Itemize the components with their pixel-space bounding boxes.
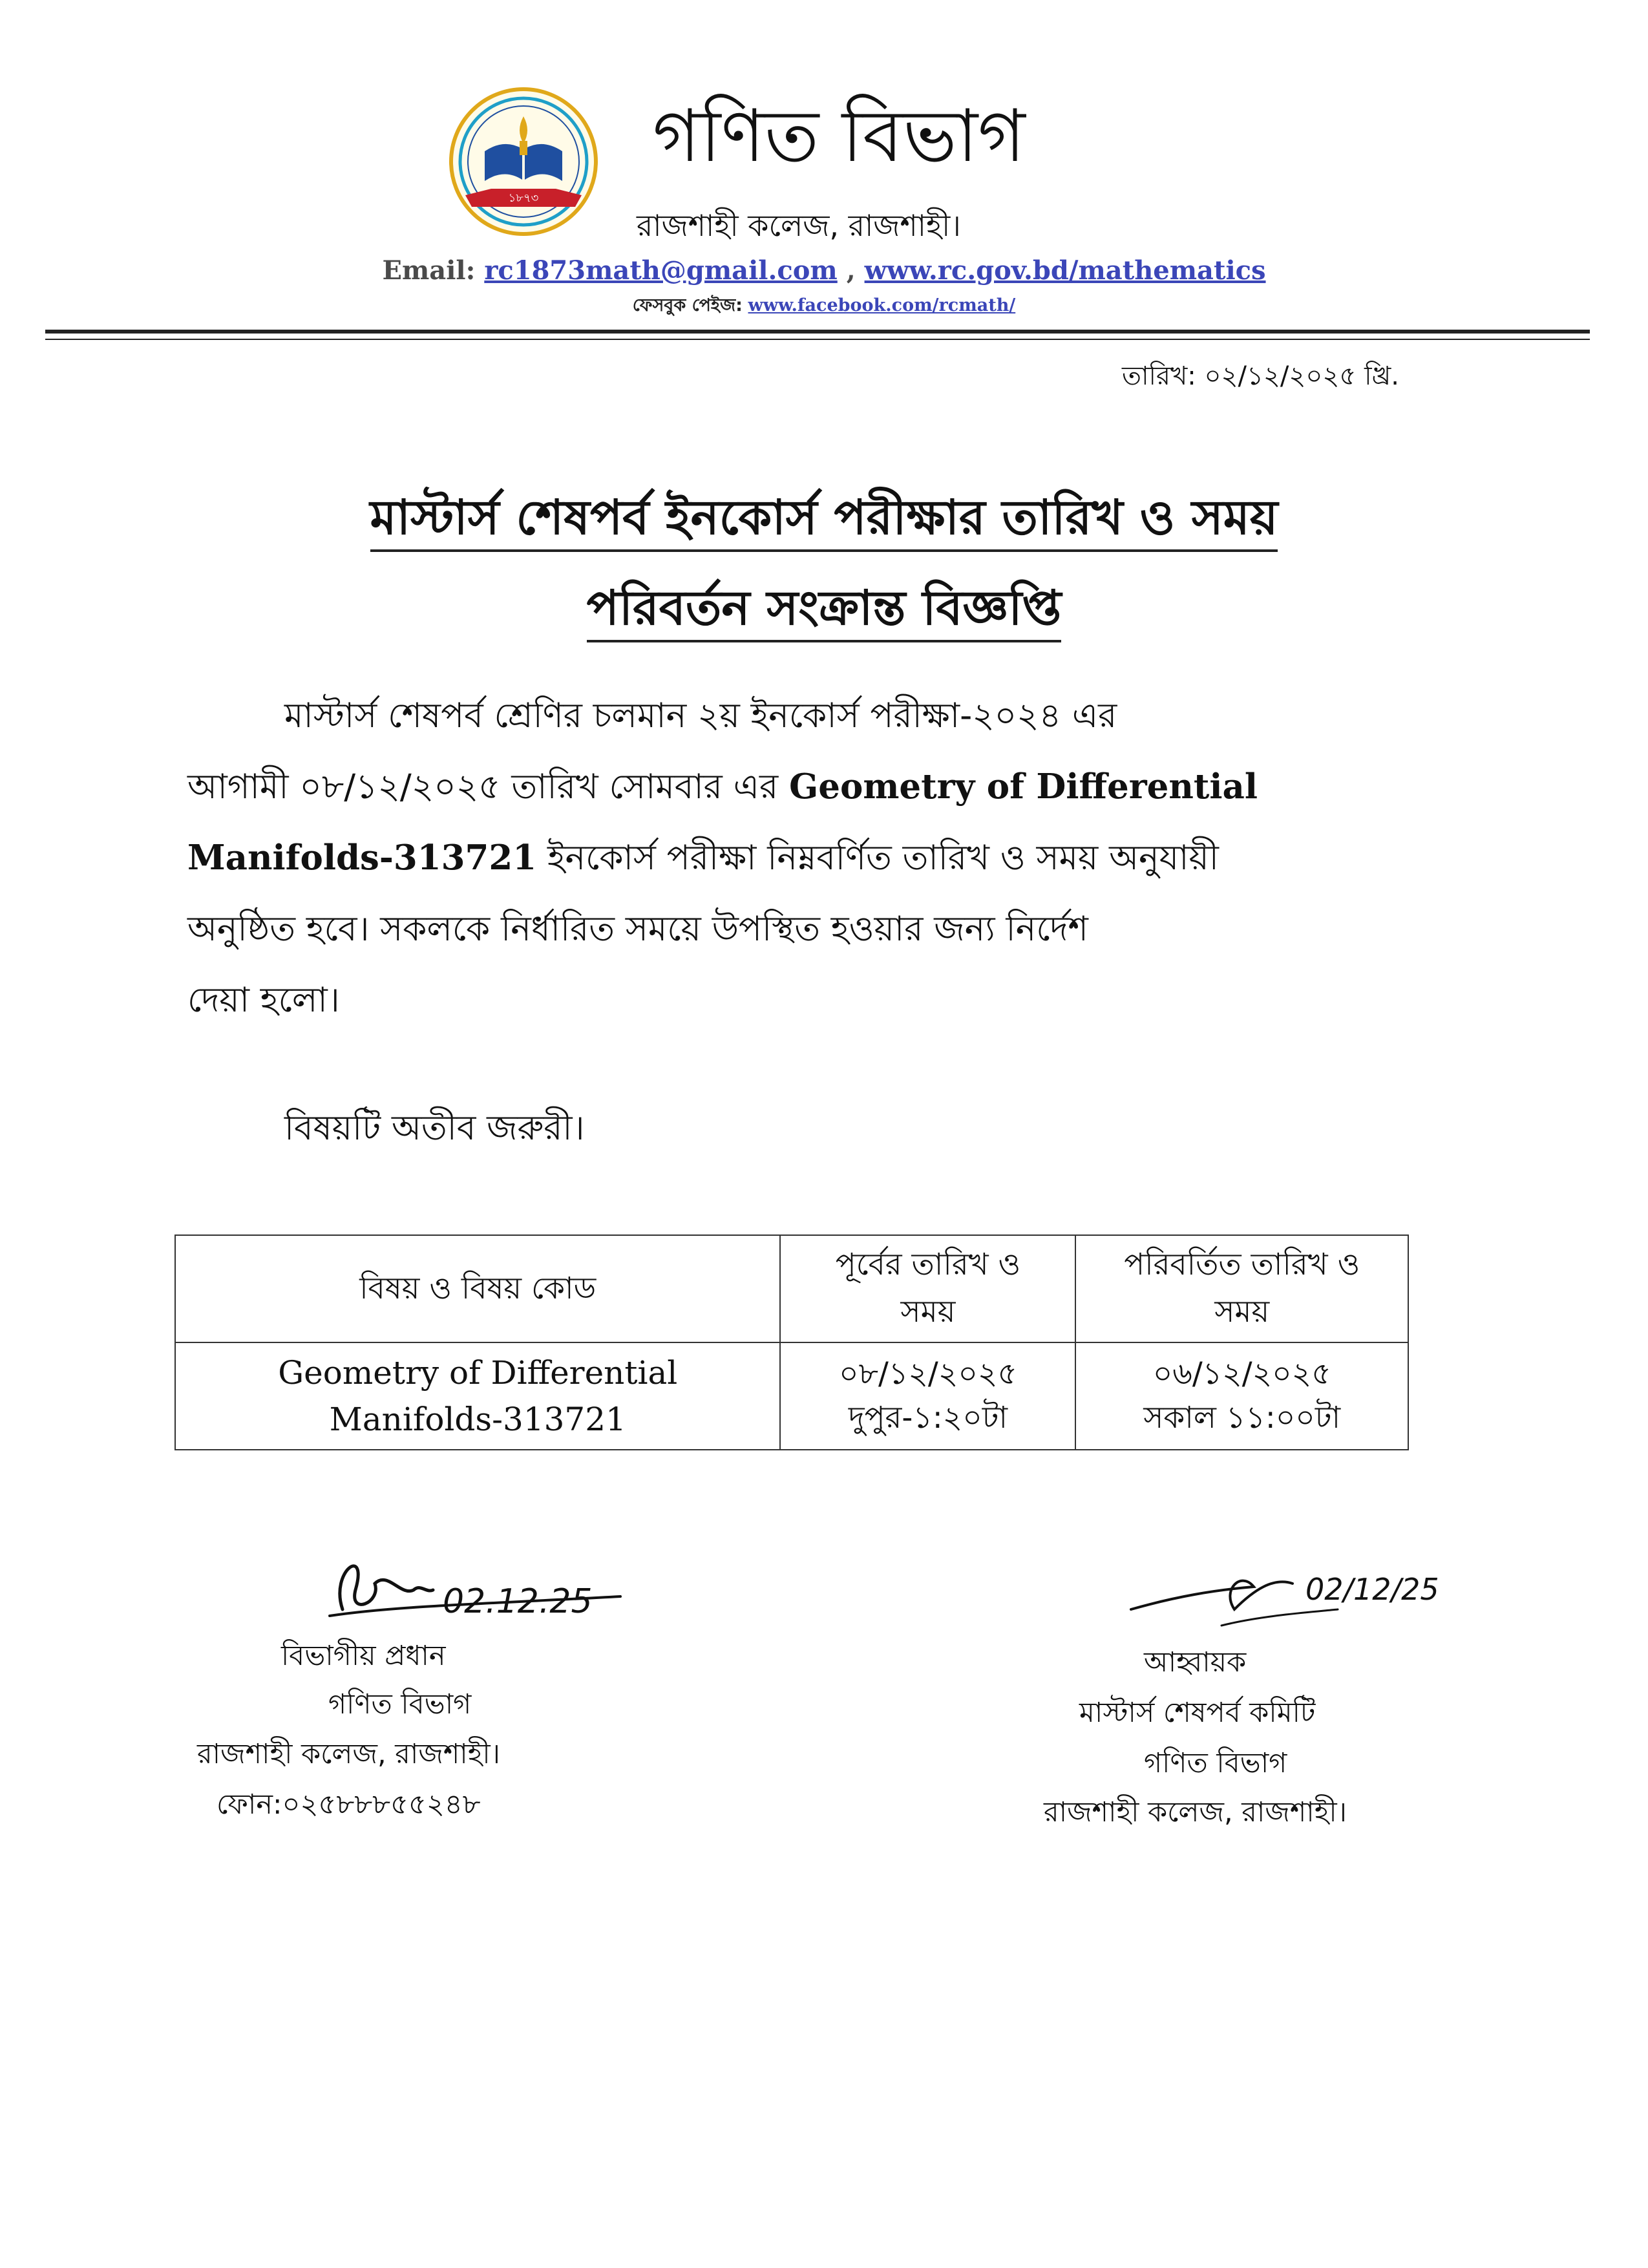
notice-title-text-1: মাস্টার্স শেষপর্ব ইনকোর্স পরীক্ষার তারিখ ও সময় <box>370 490 1278 552</box>
new-time: সকাল ১১:০০টা <box>1143 1400 1341 1436</box>
convener-title: আহ্বায়ক <box>1144 1646 1247 1679</box>
head-signature-date: 02.12.25 <box>443 1582 593 1621</box>
subject-line-2: Manifolds-313721 <box>329 1401 626 1438</box>
convener-college: রাজশাহী কলেজ, রাজশাহী। <box>1044 1796 1347 1828</box>
contact-separator: , <box>846 255 856 286</box>
cell-previous <box>780 1342 1075 1450</box>
notice-body-line-1: মাস্টার্স শেষপর্ব শ্রেণির চলমান ২য় ইনকোর্স পরীক্ষা-২০২৪ এর <box>284 696 1117 736</box>
email-label: Email: <box>382 255 476 286</box>
body-schedule-text: ইনকোর্স পরীক্ষা নিম্নবর্ণিত তারিখ ও সময় অনুযায়ী <box>536 838 1219 878</box>
previous-time: দুপুর-১:২০টা <box>848 1400 1008 1436</box>
college-logo <box>446 84 601 239</box>
facebook-label: ফেসবুক পেইজ: <box>632 295 743 315</box>
notice-body-line-3 <box>187 837 1402 879</box>
convener-signature-date: 02/12/25 <box>1305 1572 1439 1607</box>
convener-signature <box>1125 1551 1448 1648</box>
notice-body-line-4: অনুষ্ঠিত হবে। সকলকে নির্ধারিত সময়ে উপস্থিত হওয়ার জন্য নির্দেশ <box>187 909 1088 949</box>
cell-subject <box>175 1342 780 1450</box>
notice-title-line-2 <box>0 572 1648 652</box>
subject-line-1: Geometry of Differential <box>278 1353 678 1392</box>
website-link[interactable]: www.rc.gov.bd/mathematics <box>864 255 1266 286</box>
table-row <box>175 1342 1408 1450</box>
head-signature <box>317 1532 653 1642</box>
cell-new <box>1075 1342 1408 1450</box>
table-header-row <box>175 1235 1408 1342</box>
header-new-text: পরিবর্তিত তারিখ ও সময় <box>1124 1247 1360 1330</box>
head-college: রাজশাহী কলেজ, রাজশাহী। <box>197 1738 501 1770</box>
header-rule-thick <box>45 330 1590 334</box>
notice-title-text-2: পরিবর্তন সংক্রান্ত বিজ্ঞপ্তি <box>587 580 1062 642</box>
department-title: গণিত বিভাগ <box>653 94 1026 178</box>
convener-department: গণিত বিভাগ <box>1144 1747 1287 1779</box>
convener-committee: মাস্টার্স শেষপর্ব কমিটি <box>1079 1697 1316 1729</box>
header-rule-thin <box>45 339 1590 340</box>
notice-title-line-1 <box>0 482 1648 561</box>
college-name: রাজশাহী কলেজ, রাজশাহী। <box>637 208 961 243</box>
header-previous-text: পূর্বের তারিখ ও সময় <box>835 1247 1021 1330</box>
header-new <box>1075 1235 1408 1342</box>
notice-date: তারিখ: ০২/১২/২০২৫ খ্রি. <box>1121 361 1399 391</box>
logo-year: ১৮৭৩ <box>508 191 539 205</box>
contact-line <box>0 255 1648 286</box>
email-link[interactable]: rc1873math@gmail.com <box>484 255 838 286</box>
schedule-table <box>174 1235 1409 1450</box>
course-name-bold: Geometry of Differential <box>789 767 1258 807</box>
notice-body-line-2 <box>187 766 1402 808</box>
new-date: ০৬/১২/২০২৫ <box>1152 1355 1331 1392</box>
notice-body-line-5: দেয়া হলো। <box>187 980 340 1020</box>
head-phone: ফোন:০২৫৮৮৮৫৫২৪৮ <box>217 1788 481 1821</box>
course-code-bold: Manifolds-313721 <box>187 838 537 878</box>
body-date-text: আগামী ০৮/১২/২০২৫ তারিখ সোমবার এর <box>187 767 790 807</box>
header-previous <box>780 1235 1075 1342</box>
facebook-line <box>0 292 1648 321</box>
urgent-note: বিষয়টি অতীব জরুরী। <box>284 1108 585 1148</box>
head-department: গণিত বিভাগ <box>328 1688 472 1721</box>
previous-date: ০৮/১২/২০২৫ <box>838 1355 1017 1392</box>
header-subject: বিষয় ও বিষয় কোড <box>175 1235 780 1342</box>
facebook-link[interactable]: www.facebook.com/rcmath/ <box>748 295 1016 315</box>
head-title: বিভাগীয় প্রধান <box>281 1640 446 1672</box>
